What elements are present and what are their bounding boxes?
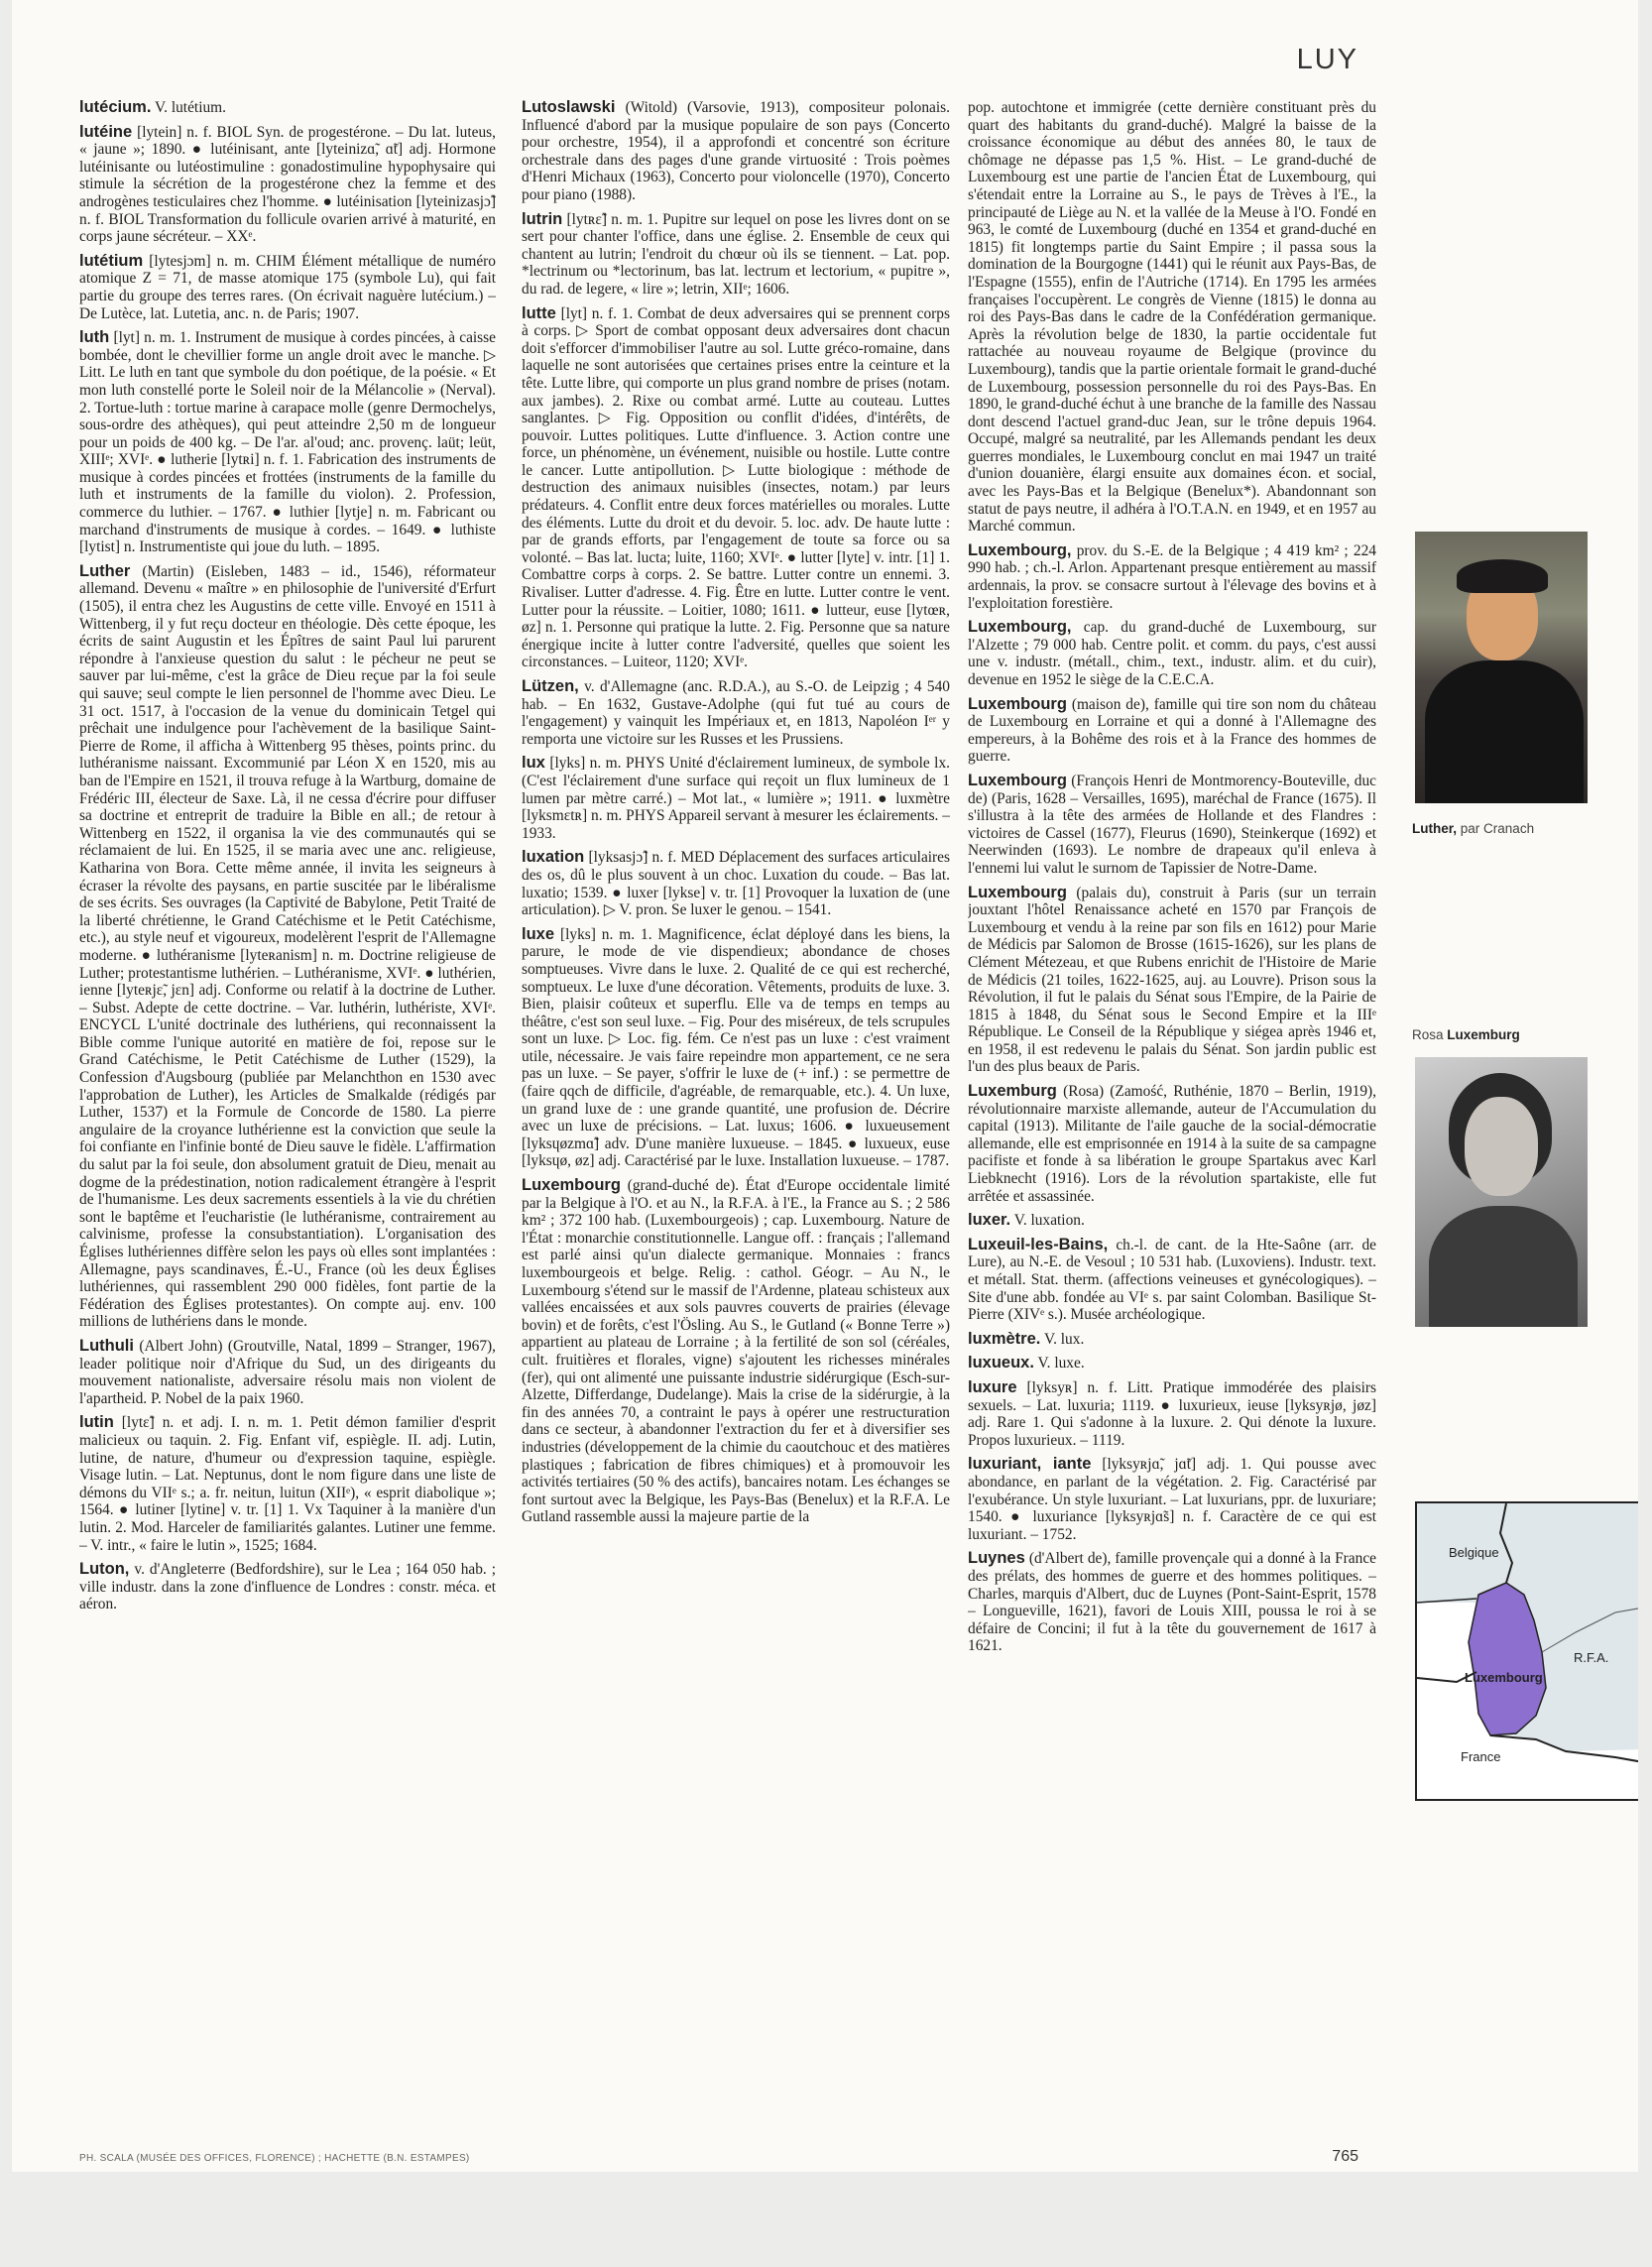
portrait-cap xyxy=(1457,559,1548,593)
entry-text: [lyt] n. m. 1. Instrument de musique à cordes pincées, à caisse bombée, dont le chevillier forme un angle droit avec le manche. ▷ Litt. Le luth en tant que symbole du don poétique, de la poésie. « Et mon luth constellé porte le Soleil noir de la Mélancolie » (Nerval). 2. Tortue-luth : tortue marine à carapace molle (genre Dermochelys, sous-ordre des athèques), qui peut atteindre 2,50 m de longueur pour un poids de 400 kg. – De l'ar. al'oud; anc. provenç. laüt; leüt, XIIIᵉ; XVIᵉ. ● lutherie [lytʀi] n. f. 1. Fabrication des instruments de musique à cordes pincées et frottées (instruments de la famille du luth et instruments de la famille du violon). 2. Profession, commerce du luthier. – 1767. ● luthier [lytje] n. m. Fabricant ou marchand d'instruments de musique à cordes. – 1649. ● luthiste [lytist] n. Instrumentiste qui joue du luth. – 1895. xyxy=(79,329,496,556)
entry-headword: Luxembourg, xyxy=(968,540,1072,559)
rosa-caption-first: Rosa xyxy=(1412,1027,1444,1042)
running-head: LUY xyxy=(1296,44,1358,75)
entry-text: [lyks] n. m. 1. Magnificence, éclat déployé dans les biens, la parure, le mode de vie dispendieux; abondance de choses somptueuses. Vivre dans le luxe. 2. Qualité de ce qui est recherché, somptueux. Le luxe d'une décoration. Vêtements, produits de luxe. 3. Bien, plaisir coûteux et superflu. Elle va de temps en temps au théâtre, c'est son seul luxe. – Fig. Pour des miséreux, de tels scrupules sont un luxe. ▷ Loc. fig. fém. Ce n'est pas un luxe : c'est vraiment utile, nécessaire. Je vais faire repeindre mon appartement, ce ne sera pas un luxe. – Se payer, s'offrir le luxe de (+ inf.) : se permettre de (faire qqch de difficile, d'agréable, de remarquable, etc.). 4. Un luxe, un grand luxe de : une grande quantité, une profusion de. Décrire avec un luxe de précisions. – Lat. luxus; 1606. ● luxueusement [lyksɥøzmɑ̃] adv. D'une manière luxueuse. – 1845. ● luxueux, euse [lyksɥø, øz] adj. Caractérisé par le luxe. Installation luxueuse. – 1787. xyxy=(522,925,950,1170)
map-label-france: France xyxy=(1461,1749,1501,1764)
entry-text: [lyksyʀjɑ̃, jɑ̃t] adj. 1. Qui pousse avec abondance, en parlant de la végétation. 2. Fig. Caractérisé par l'exubérance. Un style luxuriant. – Lat luxurians, ppr. de luxuriare; 1540. ● luxuriance [lyksyʀjɑ̃s] n. f. Caractère de ce qui est luxuriant. – 1752. xyxy=(968,1456,1376,1543)
entry-text: v. d'Allemagne (anc. R.D.A.), au S.-O. de Leipzig ; 4 540 hab. – En 1632, Gustave-Adolphe (qui fut tué au cours de l'engagement) y vainquit les Impériaux et, en 1813, Napoléon Iᵉʳ y remporta une victoire sur les Russes et les Prussiens. xyxy=(522,678,950,748)
dictionary-entry xyxy=(522,1177,950,1526)
dictionary-entry xyxy=(79,1338,496,1407)
luther-caption-name: Luther, xyxy=(1412,821,1458,836)
column-2 xyxy=(522,99,950,2083)
dictionary-entry xyxy=(968,1212,1376,1230)
entry-headword: Luther xyxy=(79,561,131,580)
entry-headword: Lützen, xyxy=(522,677,579,695)
entry-text: [lyt] n. f. 1. Combat de deux adversaires qui se prennent corps à corps. ▷ Sport de combat opposant deux adversaires dont chacun doit s'efforcer d'immobiliser l'autre au sol. Lutte gréco-romaine, dans laquelle ne sont autorisées que certaines prises entre la ceinture et la tête. Lutte libre, qui comporte un plus grand nombre de prises (notam. aux jambes). 2. Rixe ou combat armé. Lutte au couteau. Luttes sanglantes. ▷ Fig. Opposition ou conflit d'idées, d'intérêts, de pouvoir. Luttes politiques. Lutte d'influence. 3. Action contre une force, un phénomène, un événement, nuisible ou hostile. Lutte contre le cancer. Lutte antipollution. ▷ Lutte biologique : méthode de destruction des animaux nuisibles (insectes, notam.) par leurs prédateurs. 4. Conflit entre deux forces matérielles ou morales. Lutte des éléments. Lutte du droit et du devoir. 5. loc. adv. De haute lutte : par de grands efforts, par l'engagement de toute sa force ou sa volonté. – Bas lat. lucta; luite, 1160; XVIᵉ. ● lutter [lyte] v. intr. [1] 1. Combattre corps à corps. 2. Se battre. Lutter contre un ennemi. 3. Rivaliser. Lutter d'adresse. 4. Fig. Être en lutte. Lutter contre le vent. Lutter pour la réussite. – Loitier, 1080; 1611. ● lutteur, euse [lytœʀ, øz] n. 1. Personne qui pratique la lutte. 2. Fig. Personne que sa nature énergique incite à lutter contre l'adversité, quelles que soient les circonstances. – Luiteor, 1120; XVIᵉ. xyxy=(522,304,950,671)
dictionary-entry xyxy=(968,885,1376,1077)
dictionary-entry xyxy=(968,542,1376,612)
entry-headword: luth xyxy=(79,328,110,347)
entry-text: V. lux. xyxy=(1043,1330,1085,1348)
entry-text: (maison de), famille qui tire son nom du château de Luxembourg en Lorraine et qui a donné à l'Allemagne des empereurs, à la Bohême des rois et à la France des hommes de guerre. xyxy=(968,695,1376,766)
entry-text: prov. du S.-E. de la Belgique ; 4 419 km² ; 224 990 hab. ; ch.-l. Arlon. Appartenant presque entièrement au massif ardennais, la prov. se consacre surtout à l'élevage des bovins et à l'exploitation forestière. xyxy=(968,541,1376,612)
portrait-face xyxy=(1465,1097,1538,1196)
dictionary-entry xyxy=(522,211,950,298)
entry-headword: Luxeuil-les-Bains, xyxy=(968,1235,1109,1253)
entry-text: (d'Albert de), famille provençale qui a donné à la France des prélats, des hommes de guerre et des hommes politiques. – Charles, marquis d'Albert, duc de Luynes (Pont-Saint-Esprit, 1578 – Longueville, 1621), favori de Louis XIII, poussa le roi à se défaire de Concini; il fut à la tête du gouvernement de 1617 à 1621. xyxy=(968,1550,1376,1655)
entry-text: pop. autochtone et immigrée (cette dernière constituant près du quart des habitants du grand-duché). Malgré la baisse de la croissance économique au début des années 80, le taux de chômage ne dépasse pas 1,5 %. Hist. – Le grand-duché de Luxembourg est une partie de l'ancien État de Luxembourg, qui s'étendait entre la Lorraine au S., le pays de Trèves à l'E., la principauté de Liège au N. et la vallée de la Meuse à l'O. Fondé en 963, le comté de Luxembourg (duché en 1354 et grand-duché en 1815) fit longtemps partie du Saint Empire ; il passa sous la domination de la Bourgogne (1441) qui le réunit aux Pays-Bas, de l'Espagne (1555), enfin de l'Autriche (1714). En 1795 les armées françaises l'occupèrent. Le congrès de Vienne (1815) le donna au roi des Pays-Bas dans le cadre de la Confédération germanique. Après la révolution belge de 1830, la partie occidentale fut rattachée au nouveau royaume de Belgique (province du Luxembourg), tandis que la partie orientale formait le grand-duché de Luxembourg, possession personnelle du roi des Pays-Bas. En 1890, le grand-duché échut à une branche de la famille des Nassau dont descend l'actuel grand-duc Jean, sur le trône depuis 1964. Occupé, malgré sa neutralité, par les Allemands pendant les deux guerres mondiales, le Luxembourg conclut en mai 1947 un traité d'union douanière, élargi ensuite aux domaines écon. et social, avec les Pays-Bas et la Belgique (Benelux*). Abandonnant son statut de pays neutre, il adhéra à l'O.T.A.N. en 1949, et en 1957 au Marché commun. xyxy=(968,99,1376,536)
entry-headword: luxer. xyxy=(968,1211,1011,1230)
entry-text: (François Henri de Montmorency-Bouteville, duc de) (Paris, 1628 – Versailles, 1695), maréchal de France (1675). Il s'illustra à la tête des armées de Hollande et des Flandres : victoires de Cassel (1677), Fleurus (1690), Steinkerque (1692) et Neerwinden (1693). Le nombre de drapeaux qu'il enleva à l'ennemi lui valut le surnom de Tapissier de Notre-Dame. xyxy=(968,772,1376,877)
dictionary-entry xyxy=(968,773,1376,878)
entry-headword: Luton, xyxy=(79,1560,130,1579)
entry-headword: Luxembourg xyxy=(968,694,1067,713)
dictionary-entry xyxy=(968,1331,1376,1349)
dictionary-page xyxy=(12,0,1638,2172)
entry-text: [lyksasjɔ̃] n. f. MED Déplacement des surfaces articulaires des os, dû le plus souvent à un choc. Luxation du coude. – Bas lat. luxatio; 1539. ● luxer [lykse] v. tr. [1] Provoquer la luxation de (une articulation). ▷ V. pron. Se luxer le genou. – 1541. xyxy=(522,849,950,919)
entry-headword: lutin xyxy=(79,1413,114,1432)
dictionary-entry xyxy=(522,305,950,671)
column-3 xyxy=(968,99,1376,2083)
column-1 xyxy=(79,99,496,2083)
entry-headword: Luynes xyxy=(968,1549,1025,1568)
portrait-robe xyxy=(1425,660,1584,803)
entry-text: [lyksyʀ] n. f. Litt. Pratique immodérée des plaisirs sexuels. – Lat. luxuria; 1119. ● luxurieux, ieuse [lyksyʀjø, jøz] adj. Rare 1. Qui s'adonne à la luxure. 2. Qui dénote la luxure. Propos luxurieux. – 1119. xyxy=(968,1378,1376,1449)
dictionary-entry xyxy=(968,619,1376,688)
dictionary-entry xyxy=(79,1561,496,1613)
luther-caption-credit: par Cranach xyxy=(1460,821,1535,836)
dictionary-entry xyxy=(968,1379,1376,1449)
entry-text: cap. du grand-duché de Luxembourg, sur l'Alzette ; 79 000 hab. Centre polit. et comm. du pays, c'est aussi une v. industr. (métall., chim., text., industr. alim. et du cuir), devenue en 1952 le siège de la C.E.C.A. xyxy=(968,619,1376,688)
entry-headword: Luxemburg xyxy=(968,1082,1057,1101)
entry-headword: Luthuli xyxy=(79,1336,134,1355)
entry-text: (Rosa) (Zamość, Ruthénie, 1870 – Berlin, 1919), révolutionnaire marxiste allemande, auteur de l'Accumulation du capital (1913). Militante de l'aile gauche de la social-démocratie allemande, elle est emprisonnée en 1914 à la suite de sa campagne pacifiste et fonde à sa libération le groupe Spartakus avec Karl Liebknecht (1916). Lors de la révolution spartakiste, elle fut arrêtée et assassinée. xyxy=(968,1083,1376,1205)
entry-headword: Luxembourg xyxy=(968,883,1067,901)
entry-headword: lutécium. xyxy=(79,99,152,116)
entry-headword: lutrin xyxy=(522,209,563,228)
luther-portrait xyxy=(1415,532,1588,803)
dictionary-entry xyxy=(968,1550,1376,1655)
map-label-rfa: R.F.A. xyxy=(1574,1650,1609,1665)
dictionary-entry xyxy=(522,99,950,204)
rosa-caption-last: Luxemburg xyxy=(1447,1027,1520,1042)
map-label-belgique: Belgique xyxy=(1449,1545,1499,1560)
entry-headword: lutéine xyxy=(79,122,133,141)
photo-credits: PH. SCALA (MUSÉE DES OFFICES, FLORENCE) ; HACHETTE (B.N. ESTAMPES) xyxy=(79,2153,470,2164)
dictionary-entry xyxy=(968,1237,1376,1324)
dictionary-entry xyxy=(522,926,950,1170)
dictionary-entry xyxy=(79,1414,496,1554)
rosa-luxemburg-portrait xyxy=(1415,1057,1588,1327)
dictionary-entry xyxy=(79,99,496,117)
entry-headword: lutétium xyxy=(79,251,144,270)
entry-headword: luxation xyxy=(522,848,585,867)
luxembourg-map xyxy=(1415,1501,1638,1801)
dictionary-entry xyxy=(79,563,496,1331)
entry-headword: luxmètre. xyxy=(968,1329,1041,1348)
map-label-luxembourg: Luxembourg xyxy=(1465,1670,1543,1685)
entry-headword: Luxembourg, xyxy=(968,618,1072,637)
entry-text: v. d'Angleterre (Bedfordshire), sur le Lea ; 164 050 hab. ; ville industr. dans la zone d'influence de Londres : constr. méca. et aéron. xyxy=(79,1561,496,1613)
dictionary-entry xyxy=(79,253,496,322)
entry-headword: luxe xyxy=(522,924,555,943)
entry-headword: Luxembourg xyxy=(968,771,1067,789)
dictionary-entry xyxy=(968,99,1376,536)
entry-headword: luxueux. xyxy=(968,1354,1034,1372)
page-number: 765 xyxy=(1332,2148,1358,2165)
dictionary-entry xyxy=(522,755,950,842)
dictionary-entry xyxy=(968,1355,1376,1372)
entry-text: [lytʀɛ̃] n. m. 1. Pupitre sur lequel on pose les livres dont on se sert pour chanter l'office, dans une église. 2. Ensemble de ceux qui chantent au lutrin; l'endroit du chœur où ils se tiennent. – Lat. pop. *lectrinum ou *lectorinum, bas lat. lectrum et lectorium, « pupitre », du rad. de legere, « lire »; letrin, XIIᵉ; 1606. xyxy=(522,210,950,298)
entry-text: V. lutétium. xyxy=(155,99,226,116)
entry-headword: Lutoslawski xyxy=(522,99,616,116)
dictionary-entry xyxy=(968,1456,1376,1543)
entry-headword: lux xyxy=(522,754,545,773)
rosa-caption xyxy=(1412,1027,1520,1042)
entry-text: [lytesjɔm] n. m. CHIM Élément métallique de numéro atomique Z = 71, de masse atomique 175 (symbole Lu), qui fait partie du groupe des terres rares. (On écrivait naguère lutécium.) – De Lutèce, lat. Lutetia, anc. n. de Paris; 1907. xyxy=(79,252,496,322)
entry-text: (palais du), construit à Paris (sur un terrain jouxtant l'hôtel Renaissance acheté en 1570 par François de Luxembourg et vendu à la reine par son fils en 1612) pour Marie de Médicis par Salomon de Brosse (1615-1626), sur les plans de Clément Métezeau, et que Rubens enrichit de l'Histoire de Marie de Médicis (21 toiles, 1622-1625, auj. au Louvre). Prison sous la Révolution, il fut le palais du Sénat sous l'Empire, de la Pairie de 1815 à 1848, du Sénat sous le Second Empire et la IIIᵉ République. Le Conseil de la République y siégea après 1946 et, en 1958, il est redevenu le palais du Sénat. Son jardin public est l'un des plus beaux de Paris. xyxy=(968,884,1376,1076)
dictionary-entry xyxy=(79,124,496,246)
entry-headword: luxuriant, iante xyxy=(968,1455,1092,1474)
entry-text: ch.-l. de cant. de la Hte-Saône (arr. de Lure), au N.-E. de Vesoul ; 10 531 hab. (Luxoviens). Industr. text. et métall. Stat. therm. (affections veineuses et gynécologiques). – Site d'une abb. fondée au VIᵉ s. par saint Colomban. Basilique St-Pierre (XIVᵉ s.). Musée archéologique. xyxy=(968,1236,1376,1324)
luxembourg-territory xyxy=(1469,1583,1546,1735)
entry-headword: lutte xyxy=(522,303,556,322)
entry-headword: Luxembourg xyxy=(522,1176,621,1195)
entry-text: [lytɛ̃] n. et adj. I. n. m. 1. Petit démon familier d'esprit malicieux ou taquin. 2. Fig. Enfant vif, espiègle. II. adj. Lutin, lutine, de nature, d'humeur ou d'expression taquine, espiègle. Visage lutin. – Lat. Neptunus, dont le nom figure dans une liste de démons du VIIᵉ s.; a. fr. neitun, luitun (XIIᵉ), « esprit diabolique »; 1564. ● lutiner [lytine] v. tr. [1] 1. Vx Taquiner à la manière d'un lutin. 2. Mod. Harceler de familiarités galantes. Lutiner une femme. – V. intr., « faire le lutin », 1525; 1684. xyxy=(79,1414,496,1554)
dictionary-entry xyxy=(968,1083,1376,1205)
dictionary-entry xyxy=(968,696,1376,766)
entry-text: [lytein] n. f. BIOL Syn. de progestérone. – Du lat. luteus, « jaune »; 1890. ● lutéinisant, ante [lyteinizɑ̃, ɑ̃t] adj. Hormone lutéinisante ou lutéostimuline : gonadostimuline hypophysaire qui stimule la sécrétion de la progestérone chez la femme et des androgènes testiculaires chez l'homme. ● lutéinisation [lyteinizasjɔ̃] n. f. BIOL Transformation du follicule ovarien arrivé à maturité, en corps jaune sécréteur. – XXᵉ. xyxy=(79,123,496,246)
entry-text: [lyks] n. m. PHYS Unité d'éclairement lumineux, de symbole lx. (C'est l'éclairement d'une surface qui reçoit un flux lumineux de 1 lumen par mètre carré.) – Mot lat., « lumière »; 1911. ● luxmètre [lyksmɛtʀ] n. m. PHYS Appareil servant à mesurer les éclairements. – 1933. xyxy=(522,755,950,842)
entry-text: (Martin) (Eisleben, 1483 – id., 1546), réformateur allemand. Devenu « maître » en philosophie de l'université d'Erfurt (1505), il entra chez les Augustins de cette ville. Envoyé en 1511 à Wittenberg, il y fut reçu docteur en théologie. Dès cette époque, les écrits de saint Augustin et les Épîtres de saint Paul lui parurent répondre à l'anxieuse question du salut : le pécheur ne peut se sauver par lui-même, c'est la grâce de Dieu reçue par la foi seule qui sauve; seul compte le lien personnel de l'homme avec Dieu. Le 31 oct. 1517, à l'occasion de la venue du dominicain Tetgel qui prêchait une indulgence pour l'achèvement de la basilique Saint-Pierre de Rome, il afficha à Wittenberg 95 thèses, points princ. du luthéranisme naissant. Excommunié par Léon X en 1520, mis au ban de l'Empire en 1521, il trouva refuge à la Wartburg, domaine de Frédéric III, électeur de Saxe. Là, il ne cessa d'écrire pour diffuser sa doctrine et entreprit de traduire la Bible en all.; de retour à Wittenberg en 1522, il organisa la vie des communautés qui se réclamaient de lui. En 1525, il se maria avec une anc. religieuse, Katharina von Bora. Cette même année, il invita les seigneurs à écraser la révolte des paysans, en partie suscitée par le libéralisme de ses écrits. Ses ouvrages (la Captivité de Babylone, Petit Traité de la liberté chrétienne, le Grand Catéchisme et le Petit Catéchisme, etc.), au style neuf et vigoureux, modelèrent l'esprit de l'Allemagne moderne. ● luthéranisme [lyteʀanism] n. m. Doctrine religieuse de Luther; protestantisme luthérien. – Luthéranisme, XVIᵉ. ● luthérien, ienne [lyteʀjɛ̃, jɛn] adj. Conforme ou relatif à la doctrine de Luther. – Subst. Adepte de cette doctrine. – Var. luthérin, luthériste, XVIᵉ. ENCYCL L'unité doctrinale des luthériens, qui reconnaissent la Bible comme l'unique autorité en matière de foi, repose sur le Grand Catéchisme, le Petit Catéchisme de Luther (1529), la Confession d'Augsbourg (publiée par Melanchthon en 1530 avec l'approbation de Luther), les Articles de Smalkalde (rédigés par Luther, 1537) et la Formule de Concorde de 1580. La pierre angulaire de la croyance luthérienne est la conviction que seule la foi confiante en l'infinie bonté de Dieu sauve le fidèle. L'affirmation du salut par la foi seule, don absolument gratuit de Dieu, menait au dogme de la prédestination, notion radicalement étrangère à l'esprit de l'humanisme. Les deux sacrements essentiels à la vie du chrétien sont le baptême et l'eucharistie (le luthéranisme, contrairement au calvinisme, professe la consubstantiation). L'organisation des Églises luthériennes diffère selon les pays où elles sont implantées : Allemagne, pays scandinaves, É.-U., France (où les deux Églises luthériennes, qui rassemblent 290 000 fidèles, font partie de la Fédération des Églises protestantes). On compte auj. env. 100 millions de luthériens dans le monde. xyxy=(79,562,496,1331)
dictionary-entry xyxy=(522,678,950,748)
entry-headword: luxure xyxy=(968,1377,1017,1396)
entry-text: (Witold) (Varsovie, 1913), compositeur polonais. Influencé d'abord par la musique populaire de son pays (Concerto pour orchestre, 1954), il a approfondi et concentré son écriture orchestrale dans des pages d'une grande virtuosité : Trois poèmes d'Henri Michaux (1963), Concerto pour violoncelle (1970), Concerto pour piano (1988). xyxy=(522,99,950,203)
entry-text: (grand-duché de). État d'Europe occidentale limité par la Belgique à l'O. et au N., la R.F.A. à l'E., la France au S. ; 2 586 km² ; 372 100 hab. (Luxembourgeois) ; cap. Luxembourg. Nature de l'État : monarchie constitutionnelle. Langue off. : français ; l'allemand est parlé ainsi qu'un dialecte germanique. Monnaies : francs luxembourgeois et belge. Relig. : cathol. Géogr. – Au N., le Luxembourg s'étend sur le massif de l'Ardenne, plateau schisteux aux vallées encaissées et aux sols pauvres couverts de prairies (élevage bovin) et de forêts, c'est l'Ösling. Au S., le Gutland (« Bonne Terre ») appartient au plateau de Lorraine ; à la fertilité de son sol (céréales, cult. fruitières et florales, vigne) s'ajoutent les richesses minérales (fer), qui ont alimenté une puissante industrie sidérurgique (Esch-sur-Alzette, Differdange, Dudelange). Mais la crise de la sidérurgie, à la fin des années 70, a contraint le pays à opérer une restructuration dans ce secteur, à abandonner l'extraction du fer et à diversifier ses industries (développement de la chimie du caoutchouc et des matières plastiques ; fabrication de fibres chimiques) et à promouvoir les activités tertiaires (50 % des actifs), bancaires notam. Les échanges se font surtout avec la Belgique, les Pays-Bas (Benelux) et la R.F.A. Le Gutland rassemble aussi la majeure partie de la xyxy=(522,1177,950,1526)
luther-caption xyxy=(1412,821,1534,836)
entry-text: (Albert John) (Groutville, Natal, 1899 – Stranger, 1967), leader politique noir d'Afrique du Sud, un des dirigeants du mouvement nationaliste, adversaire résolu mais non violent de l'apartheid. P. Nobel de la paix 1960. xyxy=(79,1337,496,1407)
dictionary-entry xyxy=(522,849,950,918)
portrait-body xyxy=(1429,1206,1578,1327)
entry-text: V. luxation. xyxy=(1013,1212,1085,1230)
dictionary-entry xyxy=(79,329,496,556)
entry-text: V. luxe. xyxy=(1037,1355,1085,1372)
